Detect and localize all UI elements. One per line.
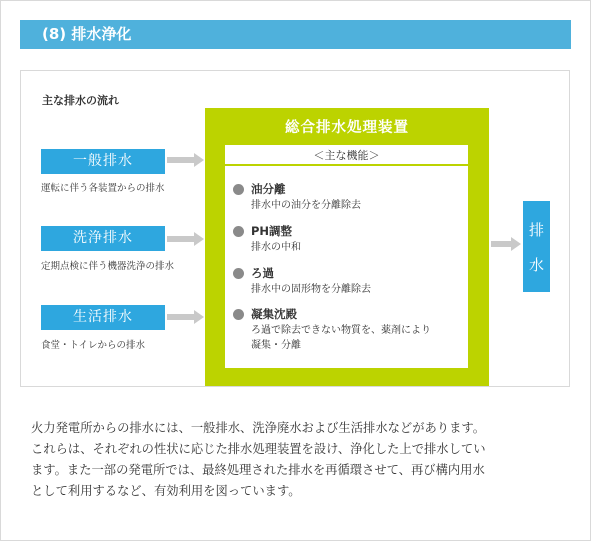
function-desc: 排水中の固形物を分離除去 [251,284,371,295]
function-name: ろ過 [251,266,274,280]
description-line: ます。また一部の発電所では、最終処理された排水を再循環させて、再び構内用水 [31,463,485,477]
source-box-cleaning: 洗浄排水 [41,226,165,251]
arrow-right-icon [167,310,204,324]
drain-char: 水 [528,255,544,274]
source-desc-general: 運転に伴う各装置からの排水 [41,183,165,194]
bullet-icon [233,309,244,320]
arrow-right-icon [167,232,204,246]
function-name: 凝集沈殿 [251,307,297,321]
section-header: (8) 排水浄化 [20,20,571,49]
bullet-icon [233,268,244,279]
function-desc-line: 凝集・分離 [251,340,301,351]
arrow-right-icon [167,153,204,167]
flow-title: 主な排水の流れ [42,94,119,107]
arrow-right-icon [491,237,521,251]
source-desc-domestic: 食堂・トイレからの排水 [41,340,146,351]
function-desc-line: ろ過で除去できない物質を、薬剤により [251,325,431,336]
bullet-icon [233,226,244,237]
source-desc-cleaning: 定期点検に伴う機器洗浄の排水 [41,261,175,272]
description-line: これらは、それぞれの性状に応じた排水処理装置を設け、浄化した上で排水してい [31,442,486,456]
drain-char: 排 [528,220,544,239]
function-desc: 排水中の油分を分離除去 [251,200,361,211]
bullet-icon [233,184,244,195]
description-text [31,418,566,502]
treatment-system-title: 総合排水処理装置 [285,120,409,136]
drain-box [523,201,550,292]
source-box-general: 一般排水 [41,149,165,174]
source-box-domestic: 生活排水 [41,305,165,330]
description-line: 火力発電所からの排水には、一般排水、洗浄廃水および生活排水などがあります。 [31,421,486,435]
function-desc [251,323,431,353]
functions-label: ＜主な機能＞ [225,145,468,166]
function-name: 油分離 [251,182,286,196]
function-name: PH調整 [251,224,293,238]
function-desc: 排水の中和 [251,242,301,253]
description-line: として利用するなど、有効利用を図っています。 [31,484,301,498]
